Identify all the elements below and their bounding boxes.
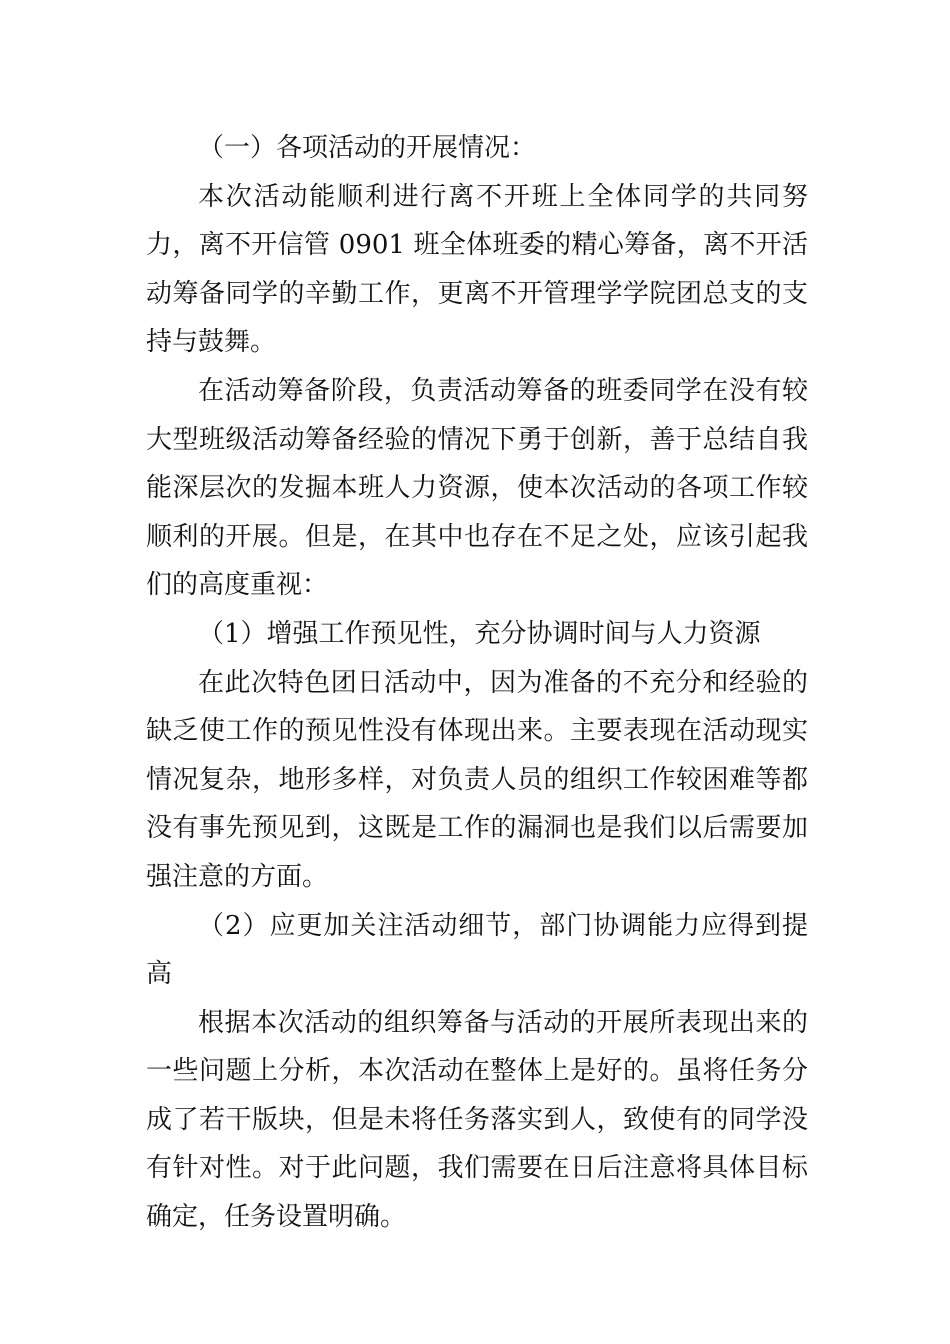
section-heading: （一）各项活动的开展情况：: [198, 133, 537, 163]
paragraph-preparation: 在活动筹备阶段，负责活动筹备的班委同学在没有较大型班级活动筹备经验的情况下勇于创新，善于总结自我能深层次的发掘本班人力资源，使本次活动的各项工作较顺利的开展。但是，在其中也存在不足之处，应该引起我们的高度重视：: [146, 375, 808, 601]
document-body: [146, 124, 808, 1242]
paragraph-thanks: 本次活动能顺利进行离不开班上全体同学的共同努力，离不开信管 0901 班全体班委的精心筹备，离不开活动筹备同学的辛勤工作，更离不开管理学学院团总支的支持与鼓舞。: [146, 181, 808, 358]
paragraph-foresight: 在此次特色团日活动中，因为准备的不充分和经验的缺乏使工作的预见性没有体现出来。主要表现在活动现实情况复杂，地形多样，对负责人员的组织工作较困难等都没有事先预见到，这既是工作的漏洞也是我们以后需要加强注意的方面。: [146, 667, 808, 892]
subheading-details: （2）应更加关注活动细节，部门协调能力应得到提高: [146, 910, 808, 990]
subheading-foresight: （1）增强工作预见性，充分协调时间与人力资源: [198, 618, 761, 649]
paragraph-details: 根据本次活动的组织筹备与活动的开展所表现出来的一些问题上分析，本次活动在整体上是好的。虽将任务分成了若干版块，但是未将任务落实到人，致使有的同学没有针对性。对于此问题，我们需要在日后注意将具体目标确定，任务设置明确。: [146, 1007, 808, 1233]
